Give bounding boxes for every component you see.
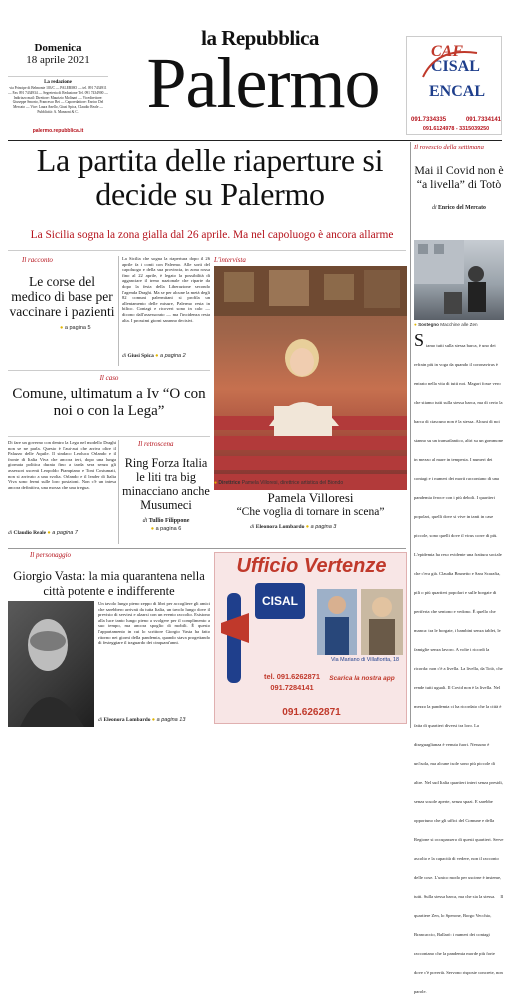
- bottom-ad-line-3: 091.7284141: [270, 683, 314, 692]
- rovescio-kicker: Il rovescio della settimana: [414, 144, 484, 151]
- cisal-badge-label: CISAL: [262, 594, 298, 608]
- redazione-box: [8, 80, 108, 134]
- brand-logo: la Repubblica: [201, 26, 319, 50]
- lead-body-text: La Sicilia che sogna la riapertura dopo il 26 aprile fa i conti con Palermo. Alle sorti del capoluogo e della sua provincia, in zona rossa fino al 22 aprile, è legato la possibilità di agganciare il treno nazionale che riparte da dopo la festa della Liberazione secondo l'agenda Draghi. Ma se per alcune la metà degli 82 comuni palermitani si profila un allentamento delle misure, Palermo resta in bilico. Contagi e ricoveri sono in calo — dicono dall'assessorato — ma l'incidenza resta alta. I prossimi giorni saranno decisivi.: [122, 256, 210, 323]
- cisal-badge: [255, 583, 305, 619]
- lead-subhead: La Sicilia sogna la zona gialla dal 26 aprile. Ma nel capoluogo è ancora allarme: [30, 229, 394, 241]
- megaphone-icon: [219, 583, 251, 693]
- intervista-kicker: L'intervista: [214, 256, 246, 264]
- intervista-caption-text: Pamela Villoresi, direttrice artistica del Biondo: [241, 480, 344, 486]
- caf-logo: [417, 43, 493, 83]
- rovescio-caption-text: Macchine alle Zen: [440, 322, 478, 327]
- caso-body: [8, 440, 116, 544]
- lead-body-byline: di Giusi Spica ● a pagina 2: [122, 353, 186, 359]
- page-dot-icon: ●: [60, 325, 64, 331]
- rovescio-byline: di Enrico del Mercato: [432, 205, 486, 211]
- page-dot-icon: ●: [47, 530, 51, 536]
- page-dot-icon: ●: [305, 524, 310, 530]
- intervista-byline: di Eleonora Lombardo ● a pagina 3: [250, 524, 337, 530]
- theatre-photo-icon: [214, 266, 407, 490]
- intervista-box[interactable]: [214, 256, 407, 540]
- bottom-ad-address: [325, 657, 405, 664]
- caption-dot-icon: ●: [414, 322, 417, 327]
- elder-photo: [361, 589, 403, 655]
- page-dot-icon: ●: [150, 526, 155, 532]
- top-ad-phones: [411, 117, 501, 123]
- rovescio-body: [414, 330, 504, 994]
- encal-label: ENCAL: [429, 83, 486, 100]
- cisal-label: CISAL: [431, 58, 480, 75]
- masthead-date: [8, 42, 108, 66]
- page-dot-icon: ●: [155, 353, 159, 359]
- rovescio-text-more: Il quartiere Zen, lo Sperone, Borgo Vecchio, Brancaccio, Ballarò: i numeri dei contagi raccontano che la pandemia morde più forte dove c'è povertà. Servono risposte concrete, non parole.: [414, 894, 504, 994]
- rovescio-dropcap: S: [414, 330, 425, 350]
- racconto-page: [60, 325, 116, 331]
- worker-photo: [317, 589, 357, 655]
- personaggio-box[interactable]: [8, 551, 210, 727]
- intervista-name: Pamela Villoresi: [267, 490, 354, 505]
- intervista-caption-label: Direttrice: [218, 480, 241, 486]
- villoresi-photo: [214, 266, 407, 490]
- lead-body: [122, 256, 210, 366]
- bottom-ad-badge: Scarica la nostra app: [329, 675, 395, 682]
- retroscena-page: a pagina 6: [155, 526, 182, 532]
- retroscena-byline: di Tullio Filippone: [142, 518, 190, 524]
- caso-byline: di Claudio Reale ● a pagina 7: [8, 530, 78, 536]
- personaggio-byline: di Eleonora Lombardo ● a pagina 13: [98, 717, 186, 723]
- caso-author: Claudio Reale: [13, 530, 47, 536]
- rovescio-caption-label: Sostegno: [418, 322, 439, 327]
- intervista-page: a pagina 3: [310, 524, 337, 530]
- worker-icon: [317, 589, 357, 655]
- racconto-box[interactable]: [8, 256, 116, 366]
- rovescio-text: iamo tutti sulla stessa barca, è uno dei refrain più in voga da quando il coronavirus è entrato nella vita di tutti noi. Magari fosse vero che stiamo tutti sulla stessa barca, ma di certo la barca di ciascuno non è la stessa. Alcuni di noi stanno su un transatlantico, altri su un gommone in mezzo al mare in tempesta. I numeri dei contagi e i numeri dei morti raccontano di una pandemia feroce con i più deboli. I quartieri popolari, quelli dove si vive in tanti in case piccole, sono quelli dove il virus corre di più. L'epidemia ha reso evidente una frattura sociale che c'era già. Claudia Brunetto e Sara Scarafia, pili o più quartieri popolari e sulle borgate di periferia che sentono e vedono. È quello che manca: tra le borgate, i bambini senza tablet, le famiglie senza lavoro. A volte i ricordi la ricorda: non c'è a livella. La livella, da Totò, che rende tutti uguali. Il Covid non è la livella. Nel mezzo la pandemia ci ha ricordato che la città è fatta di quartieri diversi tra loro. La diseguaglianza è venuta fuori. Nessuno è un'isola, ma alcune isole sono più piccole di altre. Nel sud Italia quartieri interi senza presidi, senza scuole aperte, senza spazi. E sarebbe opportuno che gli uffici del Comune e della Regione si occupassero di questi quartieri. Serve ascolto e la capacità di vedere, non il racconto delle cose. L'unico modo per uscirne è insieme, tutti. Sulla stessa barca, ma che sia la stessa.: [414, 343, 504, 899]
- page-dot-icon: ●: [151, 717, 156, 723]
- intervista-quote: “Che voglia di tornare in scena”: [236, 506, 385, 518]
- top-ad[interactable]: [406, 36, 502, 135]
- bottom-ad-phones: [257, 671, 327, 693]
- retroscena-kicker: Il retroscena: [138, 440, 174, 448]
- redazione-text: via Principe di Belmonte 103/C — PALERMO — tel. 091 7434911 — Fax 091 7434934 — Segreteria di Redazione Tel. 091 7434900 — Indirizzo mail: Direttore: Maurizio Molinari — Vicedirettore: Giuseppe Smorto, Francesco Bei — Caporedattore: Enrico Del Mercato — Vice: Laura Anello, Giusi Spica, Claudio Reale — Pubblicità: A. Manzoni & C.: [8, 86, 108, 114]
- megaphone-photo: [219, 583, 251, 693]
- personaggio-kicker: Il personaggio: [30, 551, 72, 559]
- lead-headline: La partita delle riaperture si decide su Palermo: [36, 142, 384, 212]
- rovescio-caption: [414, 322, 504, 327]
- rovescio-headline: Mai il Covid non è “a livella” di Totò: [414, 163, 504, 191]
- bottom-ad-line-2: tel. 091.6262871: [264, 672, 320, 681]
- personaggio-headline: Giorgio Vasta: la mia quarantena nella città potente e indifferente: [13, 569, 205, 598]
- city-title: Palermo: [146, 43, 380, 123]
- masthead-date-text: 18 aprile 2021: [26, 54, 90, 66]
- elder-icon: [361, 589, 403, 655]
- personaggio-author: Eleonora Lombardo: [103, 717, 151, 723]
- caso-headline: Comune, ultimatum a Iv “O con noi o con la Lega”: [12, 386, 206, 419]
- bottom-ad-phone: 091.6262871: [282, 707, 341, 718]
- top-ad-phone-1: 091.7334335: [411, 117, 447, 123]
- intervista-author: Eleonora Lombardo: [255, 524, 305, 530]
- portrait-photo-icon: [8, 601, 94, 727]
- top-ad-mobile: 091.6124978 - 3315039250: [422, 126, 490, 132]
- rovescio-author: Enrico del Mercato: [438, 205, 486, 211]
- caf-swoosh-icon: [417, 43, 493, 83]
- vasta-photo: [8, 601, 94, 727]
- caption-dot-icon: ●: [214, 480, 218, 486]
- racconto-headline: Le corse del medico di base per vaccinare i pazienti: [9, 274, 115, 319]
- caso-page: a pagina 7: [52, 530, 78, 536]
- bottom-ad[interactable]: [214, 552, 407, 724]
- intervista-caption: [214, 480, 407, 486]
- personaggio-page: a pagina 13: [156, 717, 186, 723]
- masthead-day: Domenica: [34, 42, 82, 54]
- redazione-title: La redazione: [44, 80, 72, 85]
- lead-body-page: a pagina 2: [159, 353, 186, 359]
- lead-body-author: Giusi Spica: [127, 353, 154, 359]
- retroscena-headline: Ring Forza Italia le liti tra big minacciano anche Musumeci: [122, 456, 210, 512]
- personaggio-text: Un tavolo lungo pieno zeppo di libri per accogliere gli amici che sarebbero arrivati da tutta Italia, un tavolo lungo dove il previsto di servirsi e alzarsi con un evento raccolto. Esistono alla luce tanto lungo pieno a svolgere per il complimento a suo tempo, ma ancora spoglio di mobili. È questo l'appartamento in cui lo scrittore Giorgio Vasta ha fatto ritorno nei giorni della pandemia, quando stava progettando di festeggiare il traguardo dei cinquant'anni.: [98, 601, 210, 646]
- retroscena-page-line: [122, 526, 210, 532]
- caf-label: CAF: [431, 43, 464, 60]
- racconto-page-text: a pagina 5: [64, 325, 91, 331]
- bottom-ad-header: Ufficio Vertenze: [236, 555, 387, 577]
- racconto-kicker: Il racconto: [22, 256, 53, 264]
- caso-kicker: Il caso: [99, 374, 119, 382]
- rovescio-box[interactable]: [414, 144, 504, 994]
- redazione-link[interactable]: palermo.repubblica.it: [32, 128, 84, 134]
- retroscena-box[interactable]: [122, 440, 210, 544]
- street-scene-icon: [414, 240, 504, 320]
- zen-photo: [414, 240, 504, 320]
- caso-text: Di fare un governo con dentro la Lega nel modello Draghi non se ne parla. Questo è l'aut-aut che arriva oltre il Palazzo delle Aquile. Il sindaco Leoluca Orlando e il fronte di Italia Viva che ancora ieri, dopo una lunga giornata politica durata fino a tarda sera senza gli assessori uscenti Leopoldo Piampiano e Toni Costumati, non si arrivato a una svolta. Orlando e il leader di Italia Viva sono fermi sulle loro posizioni. Non c'è un intesa ancora definitiva, una mossa che una tregua.: [8, 440, 116, 490]
- caso-box[interactable]: [8, 374, 210, 432]
- bottom-ad-line-1: Via Mariano di Villafiorita, 18: [330, 657, 400, 663]
- top-ad-phone-2: 091.7334141: [465, 117, 501, 123]
- retroscena-author: Tullio Filippone: [148, 518, 190, 524]
